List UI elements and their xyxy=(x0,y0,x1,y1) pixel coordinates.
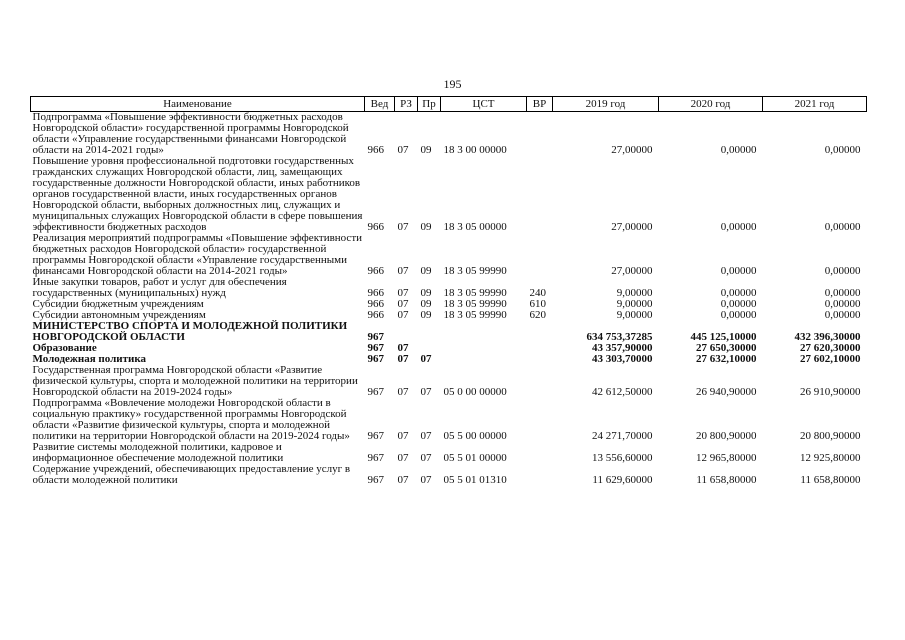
cell-rz: 07 xyxy=(397,474,409,486)
cell-vr: 240 xyxy=(529,287,546,299)
cell-name: Молодежная политика xyxy=(32,353,147,365)
cell-y2019: 11 629,60000 xyxy=(592,474,653,486)
cell-vr xyxy=(527,321,553,343)
header-name: Наименование xyxy=(31,97,365,112)
cell-ved: 967 xyxy=(367,430,384,442)
cell-pr: 09 xyxy=(420,144,432,156)
cell-pr: 07 xyxy=(420,430,432,442)
cell-name: Образование xyxy=(32,342,97,354)
cell-rz: 07 xyxy=(397,144,409,156)
cell-y2020: 26 940,90000 xyxy=(696,386,757,398)
cell-y2020: 27 632,10000 xyxy=(696,353,757,365)
cell-y2019: 9,00000 xyxy=(616,287,653,299)
cell-vr xyxy=(527,112,553,157)
cell-ved: 966 xyxy=(367,298,384,310)
cell-ved: 967 xyxy=(367,331,384,343)
cell-vr: 620 xyxy=(529,309,546,321)
cell-cst: 05 5 00 00000 xyxy=(443,430,507,442)
header-ved: Вед xyxy=(365,97,395,112)
table-header-row xyxy=(31,97,867,112)
table-row xyxy=(31,398,867,442)
cell-name: Государственная программа Новгородской области «Развитие физической культуры, спорта и молодежной политики на территории Новгородской области на 2019-2024 годы» xyxy=(32,364,358,398)
cell-pr: 09 xyxy=(420,287,432,299)
cell-vr xyxy=(527,398,553,442)
cell-vr xyxy=(527,365,553,398)
table-row xyxy=(31,464,867,486)
cell-cst: 18 3 05 00000 xyxy=(443,221,507,233)
cell-cst: 18 3 05 99990 xyxy=(443,298,507,310)
table-row xyxy=(31,112,867,157)
cell-name: Развитие системы молодежной политики, кадровое и информационное обеспечение молодежной политики xyxy=(32,441,284,464)
cell-cst xyxy=(441,354,527,365)
cell-cst: 18 3 00 00000 xyxy=(443,144,507,156)
table-row xyxy=(31,442,867,464)
cell-y2020: 27 650,30000 xyxy=(696,342,757,354)
cell-y2019: 9,00000 xyxy=(616,298,653,310)
cell-y2019: 43 357,90000 xyxy=(592,342,653,354)
cell-name: Повышение уровня профессиональной подготовки государственных гражданских служащих Новгородской области, лиц, замещающих государственные должности Новгородской области, иных работников органов государственной власти, иных государственных органов Новгородской области, выборных должностных лиц, служащих и муниципальных служащих Новгородской области в сфере повышения эффективности бюджетных расходов xyxy=(32,155,363,233)
cell-cst: 05 0 00 00000 xyxy=(443,386,507,398)
header-2020: 2020 год xyxy=(659,97,763,112)
cell-y2019: 42 612,50000 xyxy=(592,386,653,398)
cell-cst: 05 5 01 00000 xyxy=(443,452,507,464)
header-vr: ВР xyxy=(527,97,553,112)
cell-y2020: 0,00000 xyxy=(720,144,757,156)
table-row xyxy=(31,233,867,277)
cell-ved: 967 xyxy=(367,342,384,354)
cell-pr xyxy=(418,321,441,343)
cell-name: Подпрограмма «Повышение эффективности бюджетных расходов Новгородской области» государственной программы Новгородской области «Управление государственными финансами Новгородской области на 2014-2021 годы» xyxy=(32,111,349,156)
cell-y2020: 0,00000 xyxy=(720,221,757,233)
cell-rz: 07 xyxy=(397,342,409,354)
table-row xyxy=(31,156,867,233)
cell-y2021: 26 910,90000 xyxy=(800,386,861,398)
cell-pr: 07 xyxy=(420,353,432,365)
cell-pr: 09 xyxy=(420,298,432,310)
cell-rz xyxy=(395,321,418,343)
cell-pr: 07 xyxy=(420,452,432,464)
cell-name: Содержание учреждений, обеспечивающих предоставление услуг в области молодежной политики xyxy=(32,463,351,486)
cell-rz: 07 xyxy=(397,452,409,464)
cell-cst xyxy=(441,343,527,354)
cell-ved: 967 xyxy=(367,386,384,398)
cell-y2019: 13 556,60000 xyxy=(592,452,653,464)
cell-rz: 07 xyxy=(397,353,409,365)
cell-y2021: 432 396,30000 xyxy=(794,331,861,343)
cell-y2019: 27,00000 xyxy=(611,265,653,277)
cell-name: Субсидии автономным учреждениям xyxy=(32,309,206,321)
cell-name: Иные закупки товаров, работ и услуг для обеспечения государственных (муниципальных) нужд xyxy=(32,276,287,299)
cell-y2021: 0,00000 xyxy=(824,265,861,277)
header-cst: ЦСТ xyxy=(441,97,527,112)
cell-y2020: 12 965,80000 xyxy=(696,452,757,464)
cell-pr: 09 xyxy=(420,265,432,277)
cell-ved: 966 xyxy=(367,265,384,277)
cell-cst: 18 3 05 99990 xyxy=(443,309,507,321)
cell-ved: 966 xyxy=(367,287,384,299)
cell-name: Субсидии бюджетным учреждениям xyxy=(32,298,204,310)
cell-pr: 07 xyxy=(420,386,432,398)
cell-y2021: 27 602,10000 xyxy=(800,353,861,365)
table-row xyxy=(31,321,867,343)
cell-vr xyxy=(527,233,553,277)
cell-ved: 967 xyxy=(367,474,384,486)
cell-y2019: 27,00000 xyxy=(611,144,653,156)
cell-y2020: 0,00000 xyxy=(720,298,757,310)
cell-rz: 07 xyxy=(397,386,409,398)
cell-ved: 966 xyxy=(367,144,384,156)
cell-y2020: 0,00000 xyxy=(720,265,757,277)
cell-y2021: 11 658,80000 xyxy=(800,474,861,486)
cell-ved: 966 xyxy=(367,309,384,321)
cell-rz: 07 xyxy=(397,298,409,310)
cell-y2020: 0,00000 xyxy=(720,287,757,299)
page-number: 195 xyxy=(443,77,462,91)
cell-rz: 07 xyxy=(397,309,409,321)
cell-y2020: 445 125,10000 xyxy=(690,331,757,343)
cell-ved: 967 xyxy=(367,353,384,365)
cell-ved: 966 xyxy=(367,221,384,233)
cell-cst: 18 3 05 99990 xyxy=(443,287,507,299)
cell-ved: 967 xyxy=(367,452,384,464)
cell-y2021: 0,00000 xyxy=(824,221,861,233)
cell-rz: 07 xyxy=(397,287,409,299)
header-pr: Пр xyxy=(418,97,441,112)
cell-y2021: 20 800,90000 xyxy=(800,430,861,442)
cell-y2020: 0,00000 xyxy=(720,309,757,321)
cell-vr: 610 xyxy=(529,298,546,310)
cell-vr xyxy=(527,156,553,233)
cell-pr: 09 xyxy=(420,309,432,321)
cell-pr: 07 xyxy=(420,474,432,486)
cell-y2021: 0,00000 xyxy=(824,144,861,156)
table-row xyxy=(31,365,867,398)
cell-y2019: 24 271,70000 xyxy=(592,430,653,442)
cell-y2021: 0,00000 xyxy=(824,298,861,310)
cell-vr xyxy=(527,343,553,354)
cell-cst: 18 3 05 99990 xyxy=(443,265,507,277)
cell-vr xyxy=(527,442,553,464)
cell-y2020: 20 800,90000 xyxy=(696,430,757,442)
cell-name: Подпрограмма «Вовлечение молодежи Новгородской области в социальную практику» государственной программы Новгородской области «Развитие физической культуры, спорта и молодежной политики на территории Новгородской области на 2019-2024 годы» xyxy=(32,397,350,442)
cell-y2019: 9,00000 xyxy=(616,309,653,321)
cell-y2021: 0,00000 xyxy=(824,287,861,299)
header-2019: 2019 год xyxy=(553,97,659,112)
cell-cst: 05 5 01 01310 xyxy=(443,474,507,486)
header-rz: РЗ xyxy=(395,97,418,112)
cell-y2021: 0,00000 xyxy=(824,309,861,321)
cell-vr xyxy=(527,354,553,365)
cell-y2020: 11 658,80000 xyxy=(696,474,757,486)
cell-y2019: 27,00000 xyxy=(611,221,653,233)
cell-pr: 09 xyxy=(420,221,432,233)
table-row xyxy=(31,277,867,299)
cell-y2019: 634 753,37285 xyxy=(586,331,653,343)
budget-table xyxy=(30,96,867,486)
cell-y2019: 43 303,70000 xyxy=(592,353,653,365)
cell-cst xyxy=(441,321,527,343)
cell-y2021: 12 925,80000 xyxy=(800,452,861,464)
cell-vr xyxy=(527,464,553,486)
cell-rz: 07 xyxy=(397,265,409,277)
cell-rz: 07 xyxy=(397,430,409,442)
cell-y2021: 27 620,30000 xyxy=(800,342,861,354)
header-2021: 2021 год xyxy=(763,97,867,112)
cell-rz: 07 xyxy=(397,221,409,233)
cell-name: Реализация мероприятий подпрограммы «Повышение эффективности бюджетных расходов Новгородской области» государственной программы Новгородской области «Управление государственными финансами Новгородской области на 2014-2021 годы» xyxy=(32,232,363,277)
cell-name: МИНИСТЕРСТВО СПОРТА И МОЛОДЕЖНОЙ ПОЛИТИКИ НОВГОРОДСКОЙ ОБЛАСТИ xyxy=(32,320,348,343)
